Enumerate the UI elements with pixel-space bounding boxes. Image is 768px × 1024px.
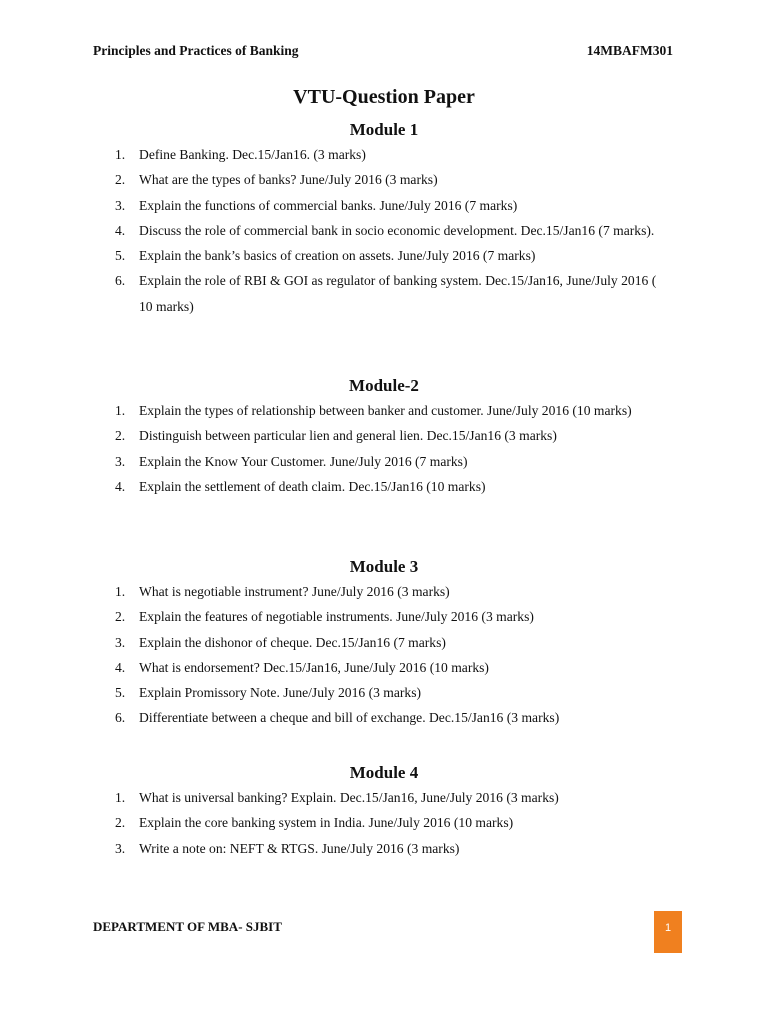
question-number: 1. — [115, 147, 126, 162]
question-list — [0, 785, 768, 861]
question-number: 6. — [115, 710, 126, 726]
question-item — [0, 630, 768, 655]
question-item — [0, 167, 768, 192]
question-text: Explain the role of RBI & GOI as regulator of banking system. Dec.15/Jan16, June/July 2016 ( 10 marks) — [139, 273, 657, 314]
question-text: What are the types of banks? June/July 2016 (3 marks) — [139, 172, 438, 188]
question-number: 2. — [115, 609, 126, 625]
question-number: 3. — [115, 453, 126, 469]
module-4 — [0, 761, 768, 861]
question-item — [0, 655, 768, 680]
question-number: 1. — [115, 403, 126, 418]
question-number: 4. — [115, 222, 126, 238]
question-item — [0, 810, 768, 835]
question-text: Explain the settlement of death claim. Dec.15/Jan16 (10 marks) — [139, 478, 486, 494]
question-list — [0, 579, 768, 731]
module-title: Module 4 — [349, 763, 419, 782]
question-number: 3. — [115, 840, 126, 856]
page-footer: DEPARTMENT OF MBA- SJBIT — [93, 919, 282, 934]
question-item — [0, 193, 768, 218]
question-number: 4. — [115, 478, 126, 494]
page-number-badge: 1 — [654, 911, 682, 953]
question-item — [0, 680, 768, 705]
question-item — [0, 474, 768, 499]
question-text: What is universal banking? Explain. Dec.15/Jan16, June/July 2016 (3 marks) — [139, 790, 559, 805]
question-number: 2. — [115, 172, 126, 188]
question-number: 6. — [115, 273, 126, 289]
question-text: Explain the core banking system in India. June/July 2016 (10 marks) — [139, 815, 514, 831]
question-text: What is endorsement? Dec.15/Jan16, June/July 2016 (10 marks) — [139, 659, 489, 675]
question-item — [0, 449, 768, 474]
question-text: Explain the types of relationship between banker and customer. June/July 2016 (10 marks) — [139, 403, 632, 418]
question-number: 2. — [115, 815, 126, 831]
question-list — [0, 142, 768, 319]
question-number: 5. — [115, 248, 126, 264]
question-item — [0, 785, 768, 810]
question-number: 2. — [115, 428, 126, 444]
question-item — [0, 579, 768, 604]
question-text: Write a note on: NEFT & RTGS. June/July 2016 (3 marks) — [139, 840, 460, 856]
question-list — [0, 398, 768, 499]
question-text: Discuss the role of commercial bank in socio economic development. Dec.15/Jan16 (7 marks). — [139, 222, 655, 238]
question-text: Explain the Know Your Customer. June/July 2016 (7 marks) — [139, 453, 468, 469]
question-item — [0, 705, 768, 730]
course-code: 14MBAFM301 — [586, 43, 673, 58]
question-text: Define Banking. Dec.15/Jan16. (3 marks) — [139, 147, 366, 162]
question-text: Explain the features of negotiable instruments. June/July 2016 (3 marks) — [139, 609, 534, 625]
question-item — [0, 836, 768, 861]
module-1 — [0, 118, 768, 319]
question-number: 1. — [115, 790, 126, 805]
question-number: 1. — [115, 584, 126, 599]
module-title: Module 1 — [349, 120, 419, 139]
module-title: Module 3 — [349, 557, 419, 576]
question-item — [0, 218, 768, 243]
question-item — [0, 398, 768, 423]
question-text: Explain the bank’s basics of creation on assets. June/July 2016 (7 marks) — [139, 248, 536, 264]
course-name: Principles and Practices of Banking — [93, 43, 299, 58]
question-number: 5. — [115, 685, 126, 701]
question-number: 3. — [115, 634, 126, 650]
question-text: What is negotiable instrument? June/July 2016 (3 marks) — [139, 584, 450, 599]
question-text: Explain the dishonor of cheque. Dec.15/Jan16 (7 marks) — [139, 634, 446, 650]
question-item — [0, 604, 768, 629]
question-item — [0, 142, 768, 167]
question-item — [0, 243, 768, 268]
module-2 — [0, 374, 768, 499]
question-text: Differentiate between a cheque and bill of exchange. Dec.15/Jan16 (3 marks) — [139, 710, 560, 726]
question-item — [0, 423, 768, 448]
question-item — [0, 268, 768, 319]
module-title: Module-2 — [349, 376, 419, 395]
question-text: Explain the functions of commercial banks. June/July 2016 (7 marks) — [139, 197, 518, 213]
document-title: VTU-Question Paper — [293, 86, 475, 108]
page-header — [93, 43, 673, 59]
question-number: 3. — [115, 197, 126, 213]
question-text: Explain Promissory Note. June/July 2016 (3 marks) — [139, 685, 422, 701]
module-3 — [0, 555, 768, 731]
question-text: Distinguish between particular lien and general lien. Dec.15/Jan16 (3 marks) — [139, 428, 557, 444]
question-number: 4. — [115, 659, 126, 675]
